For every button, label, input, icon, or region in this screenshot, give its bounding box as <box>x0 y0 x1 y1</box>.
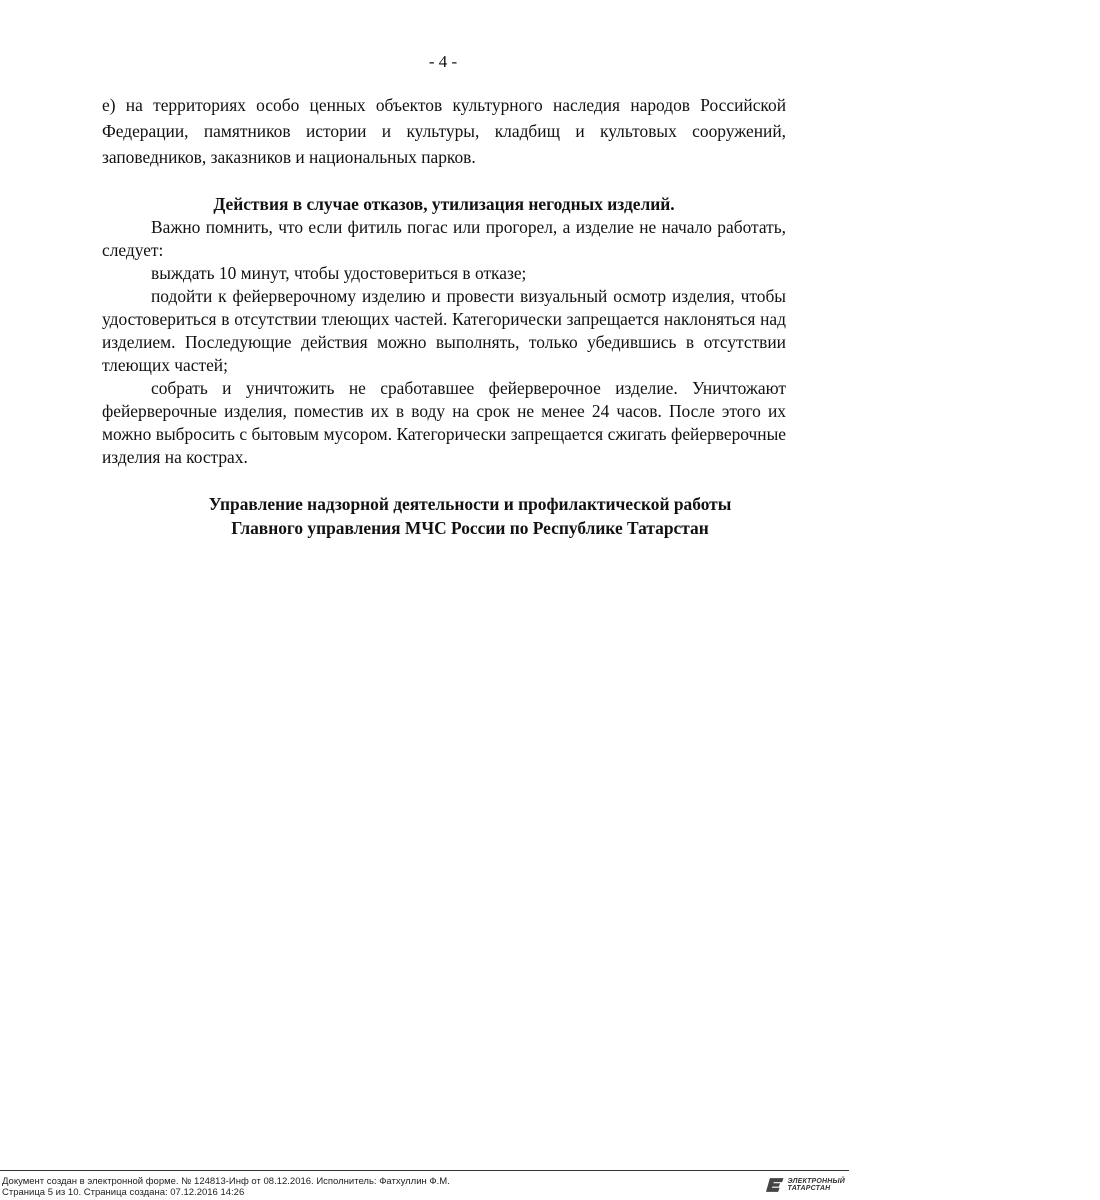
signature-line-2: Главного управления МЧС России по Республике Татарстан <box>231 518 709 538</box>
footer-info <box>2 1176 450 1198</box>
electronic-tatarstan-logo <box>765 1176 845 1194</box>
page-number: - 4 - <box>428 52 458 71</box>
footer-line-2: Страница 5 из 10. Страница создана: 07.12.2016 14:26 <box>2 1187 245 1198</box>
footer-divider <box>0 1170 849 1171</box>
paragraph: Важно помнить, что если фитиль погас или прогорел, а изделие не начало работать, следует: <box>102 217 786 260</box>
section-heading: Действия в случае отказов, утилизация негодных изделий. <box>213 194 675 214</box>
logo-text-line-2: ТАТАРСТАН <box>787 1185 831 1192</box>
item-e-block <box>102 92 786 170</box>
electronic-tatarstan-logo-icon <box>765 1177 785 1193</box>
paragraph: подойти к фейерверочному изделию и провести визуальный осмотр изделия, чтобы удостовериться в отсутствии тлеющих частей. Категорически запрещается наклоняться над изделием. Последующие действия можно выполнять, только убедившись в отсутствии тлеющих частей; <box>102 286 786 375</box>
footer-line-1: Документ создан в электронной форме. № 124813-Инф от 08.12.2016. Исполнитель: Фатхуллин Ф.М. <box>2 1176 450 1187</box>
paragraph: собрать и уничтожить не сработавшее фейерверочное изделие. Уничтожают фейерверочные изделия, поместив их в воду на срок не менее 24 часов. После этого их можно выбросить с бытовым мусором. Категорически запрещается сжигать фейерверочные изделия на кострах. <box>102 378 786 467</box>
failure-actions-section <box>102 193 786 469</box>
logo-text-line-1: ЭЛЕКТРОННЫЙ <box>787 1177 845 1185</box>
item-e-text: е) на территориях особо ценных объектов культурного наследия народов Российской Федерации, памятников истории и культуры, кладбищ и культовых сооружений, заповедников, заказников и национальных парков. <box>102 95 786 167</box>
paragraph: выждать 10 минут, чтобы удостовериться в отказе; <box>151 263 527 283</box>
signature-block <box>102 492 838 540</box>
signature-line-1: Управление надзорной деятельности и профилактической работы <box>208 494 732 514</box>
